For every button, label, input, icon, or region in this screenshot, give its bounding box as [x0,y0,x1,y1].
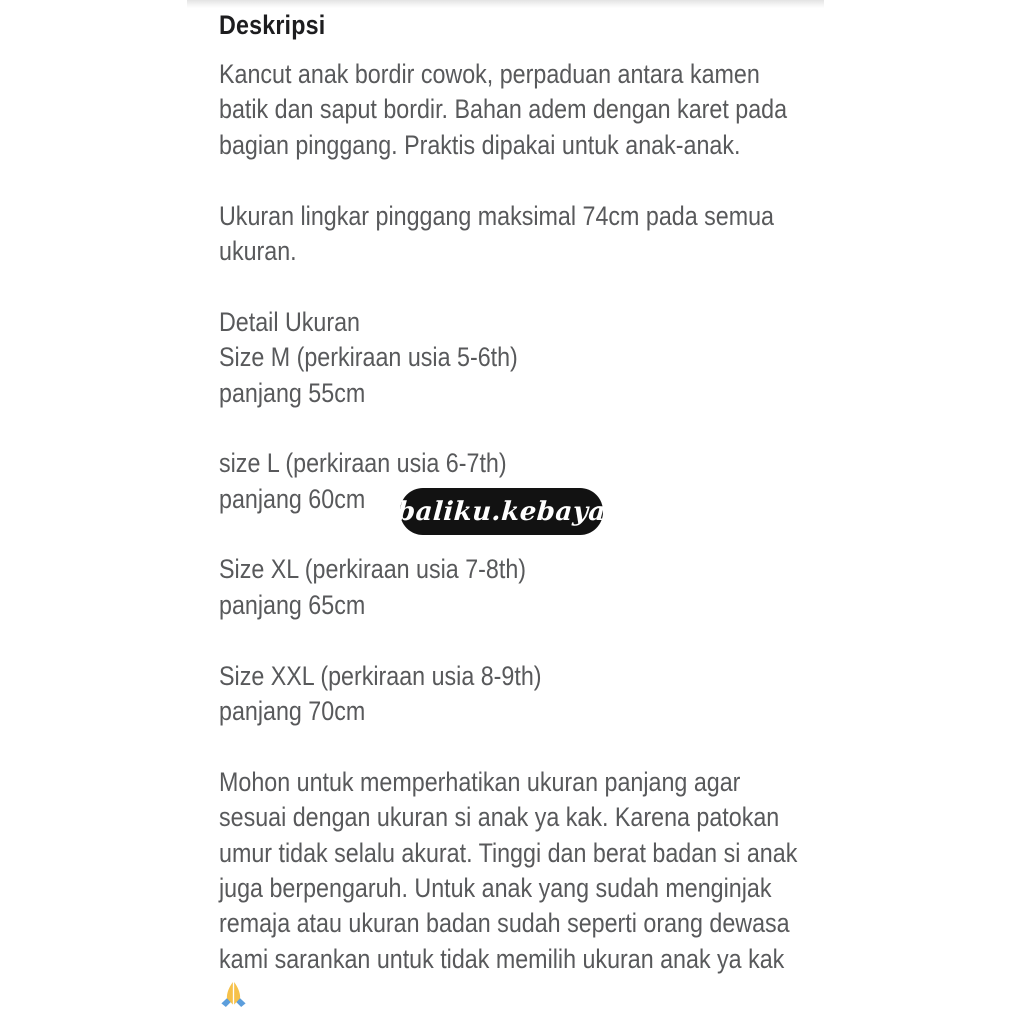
watermark-badge [396,488,607,535]
text-line: panjang 55cm [219,377,366,408]
paragraph [219,659,839,730]
text-line: Size M (perkiraan usia 5-6th) [219,342,518,373]
text-line: remaja atau ukuran badan sudah seperti orang dewasa [219,908,790,939]
text-line: Kancut anak bordir cowok, perpaduan antara kamen [219,59,760,89]
paragraph [219,199,839,270]
text-line: juga berpengaruh. Untuk anak yang sudah menginjak [219,872,772,903]
text-line: sesuai dengan ukuran si anak ya kak. Karena patokan [219,802,780,833]
text-line: Size XL (perkiraan usia 7-8th) [219,554,527,585]
text-line: kami sarankan untuk tidak memilih ukuran anak ya kak [219,943,785,974]
text-line: batik dan saput bordir. Bahan adem dengan karet pada [219,94,788,125]
text-line: panjang 60cm [219,483,366,514]
paragraph [219,552,839,623]
text-line: panjang 65cm [219,589,366,620]
folded-hands-emoji [219,980,248,1009]
paragraph [219,305,839,411]
emoji-line [219,977,839,1012]
text-line: Size XXL (perkiraan usia 8-9th) [219,660,542,691]
text-line: umur tidak selalu akurat. Tinggi dan berat badan si anak [219,837,798,868]
text-line: bagian pinggang. Praktis dipakai untuk anak-anak. [219,129,741,160]
text-line: Ukuran lingkar pinggang maksimal 74cm pada semua [219,200,774,231]
paragraph [219,57,839,163]
text-line: size L (perkiraan usia 6-7th) [219,448,507,479]
paragraph [219,765,839,1013]
text-line: ukuran. [219,235,297,266]
section-title: Deskripsi [219,10,326,40]
text-line: Mohon untuk memperhatikan ukuran panjang agar [219,766,741,797]
text-line: panjang 70cm [219,696,366,727]
watermark-label: baliku.kebaya [396,496,607,527]
text-line: Detail Ukuran [219,306,361,337]
